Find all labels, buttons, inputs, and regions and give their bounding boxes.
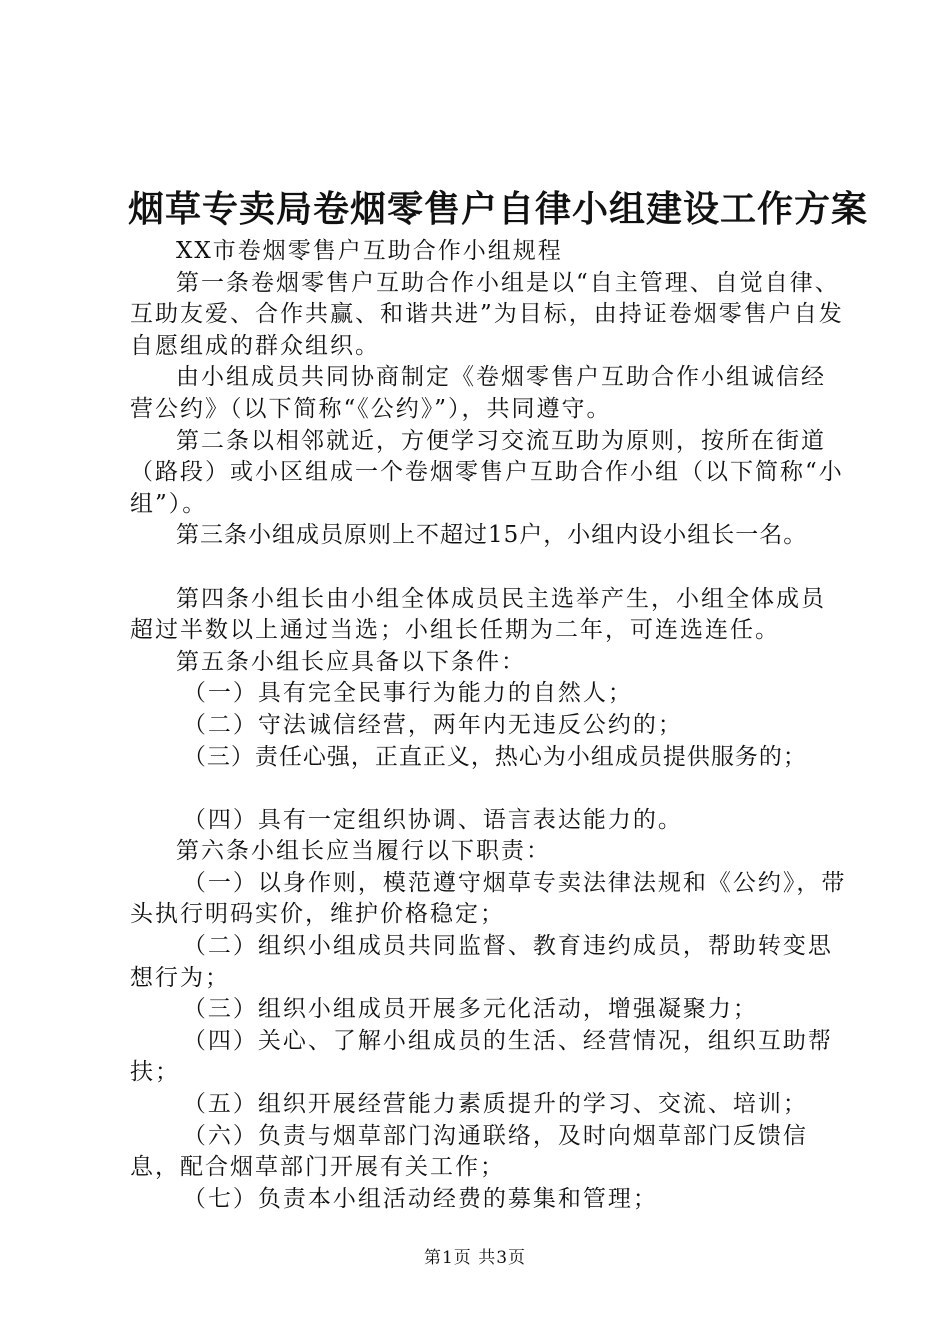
- list-item: （三）责任心强，正直正义，热心为小组成员提供服务的；: [182, 743, 807, 770]
- paragraph-article-1: 第一条卷烟零售户互助合作小组是以“自主管理、自觉自律、互助友爱、合作共赢、和谐共进”为目标，由持证卷烟零售户自发自愿组成的群众组织。: [130, 269, 844, 359]
- paragraph-article-5: 第五条小组长应具备以下条件：: [176, 648, 526, 675]
- page-number: 第1页 共3页: [423, 1248, 527, 1268]
- paragraph-article-3: 第三条小组成员原则上不超过15户，小组内设小组长一名。: [176, 522, 808, 549]
- list-item: （四）关心、了解小组成员的生活、经营情况，组织互助帮扶；: [130, 1027, 833, 1086]
- paragraph-gap: [130, 552, 850, 584]
- list-item: （二）守法诚信经营，两年内无违反公约的；: [182, 711, 683, 738]
- list-item: （一）以身作则，模范遵守烟草专卖法律法规和《公约》，带头执行明码实价，维护价格稳定；: [130, 869, 847, 928]
- document-title: 烟草专卖局卷烟零售户自律小组建设工作方案: [128, 188, 869, 230]
- list-item: （五）组织开展经营能力素质提升的学习、交流、培训；: [182, 1091, 808, 1118]
- list-item: （二）组织小组成员共同监督、教育违约成员，帮助转变思想行为；: [130, 933, 833, 991]
- paragraph-heading: XX市卷烟零售户互助合作小组规程: [176, 238, 563, 264]
- paragraph-article-2: 第二条以相邻就近，方便学习交流互助为原则，按所在街道（路段）或小区组成一个卷烟零售户互助合作小组（以下简称“小组”）。: [130, 427, 844, 517]
- document-body: [130, 236, 850, 1215]
- paragraph-article-6: 第六条小组长应当履行以下职责：: [176, 838, 551, 865]
- list-item: （四）具有一定组织协调、语言表达能力的。: [182, 806, 683, 833]
- list-item: （三）组织小组成员开展多元化活动，增强凝聚力；: [182, 996, 758, 1023]
- paragraph-gap: [130, 773, 850, 805]
- list-item: （七）负责本小组活动经费的募集和管理；: [182, 1185, 658, 1212]
- paragraph-convention: 由小组成员共同协商制定《卷烟零售户互助合作小组诚信经营公约》（以下简称“《公约》”），共同遵守。: [130, 364, 826, 422]
- list-item: （六）负责与烟草部门沟通联络，及时向烟草部门反馈信息，配合烟草部门开展有关工作；: [130, 1122, 808, 1181]
- list-item: （一）具有完全民事行为能力的自然人；: [182, 680, 633, 707]
- paragraph-article-4: 第四条小组长由小组全体成员民主选举产生，小组全体成员超过半数以上通过当选；小组长任期为二年，可连选连任。: [130, 585, 826, 644]
